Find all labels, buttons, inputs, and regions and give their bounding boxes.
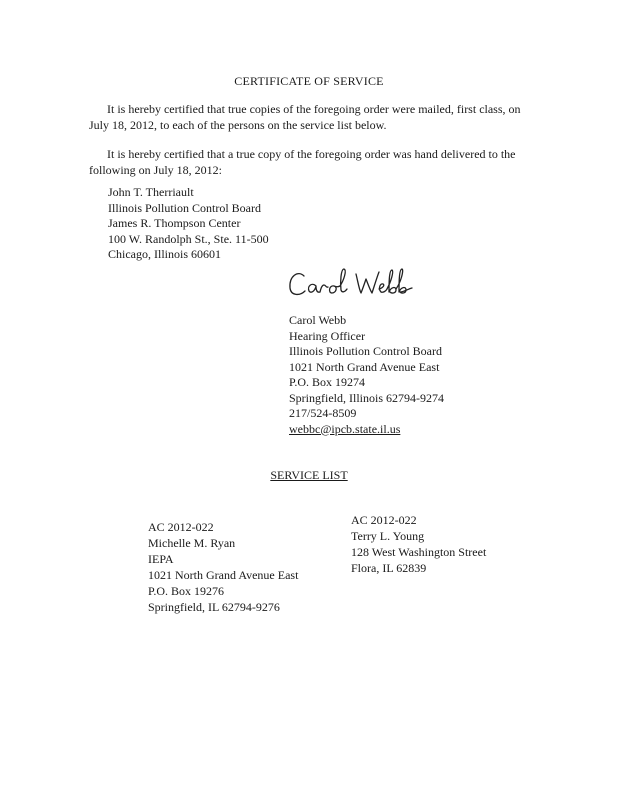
signature-image bbox=[286, 262, 426, 306]
officer-organization: Illinois Pollution Control Board bbox=[289, 344, 443, 358]
recipient-name: John T. Therriault bbox=[108, 185, 194, 199]
officer-street: 1021 North Grand Avenue East bbox=[289, 359, 440, 374]
hand-delivery-address bbox=[108, 185, 269, 263]
party-city: Springfield, IL 62794-9276 bbox=[148, 600, 280, 614]
paragraph-mailed: It is hereby certified that true copies of the foregoing order were mailed, first class, on July 18, 2012, to each of the persons on the service list below. bbox=[89, 102, 521, 132]
officer-title: Hearing Officer bbox=[289, 328, 366, 343]
paragraph-hand-delivered: It is hereby certified that a true copy of the foregoing order was hand delivered to the following on July 18, 2012: bbox=[89, 147, 516, 177]
recipient-organization: Illinois Pollution Control Board bbox=[108, 200, 262, 215]
service-list-entry-right bbox=[351, 512, 486, 576]
officer-po-box: P.O. Box 19274 bbox=[289, 375, 366, 389]
recipient-street: 100 W. Randolph St., Ste. 11-500 bbox=[108, 231, 269, 246]
hearing-officer-block bbox=[289, 313, 444, 437]
party-name: Terry L. Young bbox=[351, 529, 425, 543]
officer-name: Carol Webb bbox=[289, 313, 347, 327]
party-name: Michelle M. Ryan bbox=[148, 536, 236, 550]
service-list-title: SERVICE LIST bbox=[270, 468, 348, 482]
recipient-city: Chicago, Illinois 60601 bbox=[108, 247, 221, 261]
officer-city: Springfield, Illinois 62794-9274 bbox=[289, 390, 444, 405]
party-street: 128 West Washington Street bbox=[351, 545, 487, 559]
party-street: 1021 North Grand Avenue East bbox=[148, 568, 299, 582]
signature bbox=[286, 262, 426, 310]
party-organization: IEPA bbox=[148, 552, 174, 566]
case-number: AC 2012-022 bbox=[351, 513, 417, 527]
officer-phone: 217/524-8509 bbox=[289, 406, 357, 420]
service-list-entry-left bbox=[148, 519, 298, 615]
recipient-building: James R. Thompson Center bbox=[108, 216, 241, 230]
certificate-title: CERTIFICATE OF SERVICE bbox=[234, 74, 384, 88]
party-city: Flora, IL 62839 bbox=[351, 561, 427, 575]
officer-email-link[interactable]: webbc@ipcb.state.il.us bbox=[289, 421, 401, 436]
case-number: AC 2012-022 bbox=[148, 520, 214, 534]
party-po-box: P.O. Box 19276 bbox=[148, 584, 225, 598]
